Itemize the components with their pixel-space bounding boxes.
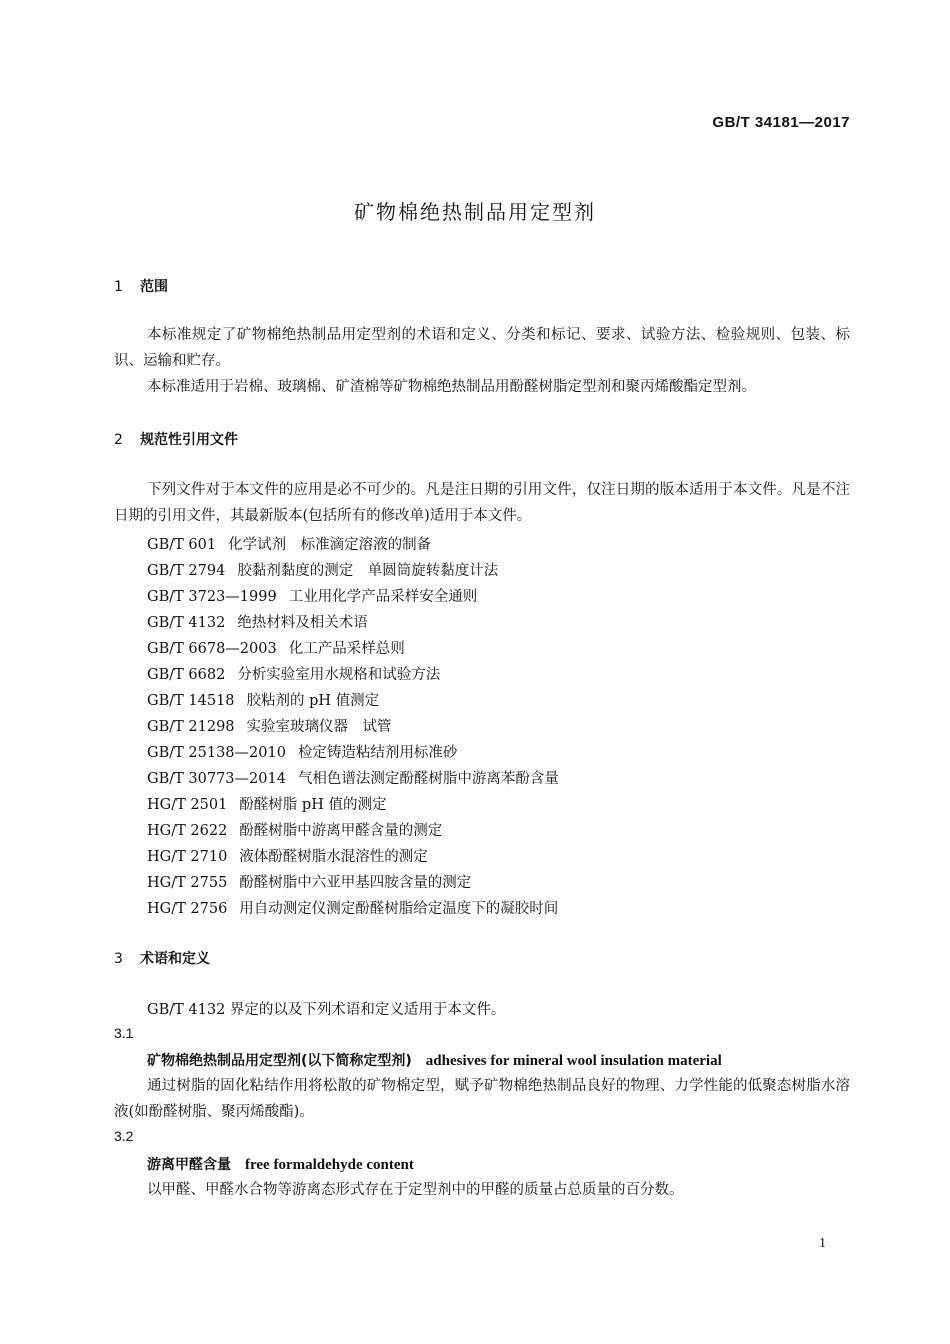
reference-item xyxy=(147,585,477,606)
reference-code: GB/T 2794 xyxy=(147,563,226,579)
reference-item xyxy=(147,559,498,580)
reference-title: 酚醛树脂中游离甲醛含量的测定 xyxy=(239,823,443,839)
reference-item xyxy=(147,767,559,788)
reference-item xyxy=(147,897,558,918)
reference-code: GB/T 25138—2010 xyxy=(147,745,286,761)
reference-title: 工业用化学产品采样安全通则 xyxy=(288,589,478,605)
reference-item xyxy=(147,819,442,840)
reference-item xyxy=(147,715,392,736)
reference-title: 酚醛树脂中六亚甲基四胺含量的测定 xyxy=(239,875,472,891)
reference-code: HG/T 2501 xyxy=(147,797,228,813)
standard-code: GB/T 34181—2017 xyxy=(712,114,850,131)
reference-title: 酚醛树脂 pH 值的测定 xyxy=(239,797,387,813)
reference-code: HG/T 2756 xyxy=(147,901,228,917)
section-title: 范围 xyxy=(140,279,168,295)
reference-title: 检定铸造粘结剂用标准砂 xyxy=(297,745,458,761)
reference-code: GB/T 30773—2014 xyxy=(147,771,286,787)
reference-title: 胶黏剂黏度的测定 单圆筒旋转黏度计法 xyxy=(237,563,499,579)
term-heading xyxy=(147,1154,414,1174)
section-number: 1 xyxy=(114,279,123,295)
reference-item xyxy=(147,845,428,866)
reference-item xyxy=(147,611,368,632)
reference-item xyxy=(147,533,431,554)
reference-title: 化工产品采样总则 xyxy=(288,641,405,657)
section-2-intro: 下列文件对于本文件的应用是必不可少的。凡是注日期的引用文件，仅注日期的版本适用于本文件。凡是不注日期的引用文件，其最新版本(包括所有的修改单)适用于本文件。 xyxy=(114,482,850,524)
reference-item xyxy=(147,663,440,684)
reference-title: 胶粘剂的 pH 值测定 xyxy=(246,693,380,709)
reference-title: 实验室玻璃仪器 试管 xyxy=(246,719,392,735)
reference-item xyxy=(147,689,379,710)
reference-title: 分析实验室用水规格和试验方法 xyxy=(237,667,441,683)
section-title: 规范性引用文件 xyxy=(140,432,238,448)
term-definition: 通过树脂的固化粘结作用将松散的矿物棉定型，赋予矿物棉绝热制品良好的物理、力学性能的低聚态树脂水溶液(如酚醛树脂、聚丙烯酸酯)。 xyxy=(114,1078,850,1120)
reference-item xyxy=(147,871,471,892)
reference-code: HG/T 2755 xyxy=(147,875,228,891)
section-1-paragraph-1: 本标准规定了矿物棉绝热制品用定型剂的术语和定义、分类和标记、要求、试验方法、检验规则、包装、标识、运输和贮存。 xyxy=(114,327,850,369)
reference-code: GB/T 3723—1999 xyxy=(147,589,277,605)
term-en: adhesives for mineral wool insulation material xyxy=(425,1053,722,1069)
section-number: 3 xyxy=(114,951,123,967)
reference-code: GB/T 4132 xyxy=(147,615,226,631)
section-3-heading xyxy=(114,948,210,968)
reference-code: GB/T 601 xyxy=(147,537,217,553)
reference-title: 气相色谱法测定酚醛树脂中游离苯酚含量 xyxy=(297,771,559,787)
reference-code: HG/T 2710 xyxy=(147,849,228,865)
section-number: 2 xyxy=(114,432,123,448)
document-title: 矿物棉绝热制品用定型剂 xyxy=(354,200,596,224)
section-title: 术语和定义 xyxy=(140,951,210,967)
reference-item xyxy=(147,793,386,814)
term-definition: 以甲醛、甲醛水合物等游离态形式存在于定型剂中的甲醛的质量占总质量的百分数。 xyxy=(147,1182,684,1198)
section-3-intro: GB/T 4132 界定的以及下列术语和定义适用于本文件。 xyxy=(147,1002,506,1018)
term-heading xyxy=(147,1050,722,1070)
reference-code: HG/T 2622 xyxy=(147,823,228,839)
reference-item xyxy=(147,637,405,658)
reference-code: GB/T 6678—2003 xyxy=(147,641,277,657)
page-number: 1 xyxy=(819,1236,826,1251)
reference-title: 液体酚醛树脂水混溶性的测定 xyxy=(239,849,428,865)
reference-code: GB/T 21298 xyxy=(147,719,235,735)
reference-title: 用自动测定仪测定酚醛树脂给定温度下的凝胶时间 xyxy=(239,901,559,917)
section-1-heading xyxy=(114,276,168,296)
section-1-paragraph-2: 本标准适用于岩棉、玻璃棉、矿渣棉等矿物棉绝热制品用酚醛树脂定型剂和聚丙烯酸酯定型剂。 xyxy=(147,379,756,395)
term-zh: 矿物棉绝热制品用定型剂(以下简称定型剂) xyxy=(147,1053,412,1069)
reference-title: 绝热材料及相关术语 xyxy=(237,615,368,631)
reference-code: GB/T 14518 xyxy=(147,693,235,709)
term-zh: 游离甲醛含量 xyxy=(147,1157,231,1173)
section-2-heading xyxy=(114,429,238,449)
reference-item xyxy=(147,741,457,762)
reference-title: 化学试剂 标准滴定溶液的制备 xyxy=(228,537,432,553)
reference-code: GB/T 6682 xyxy=(147,667,226,683)
term-en: free formaldehyde content xyxy=(245,1157,414,1173)
term-number: 3.2 xyxy=(114,1128,134,1144)
term-number: 3.1 xyxy=(114,1025,134,1041)
